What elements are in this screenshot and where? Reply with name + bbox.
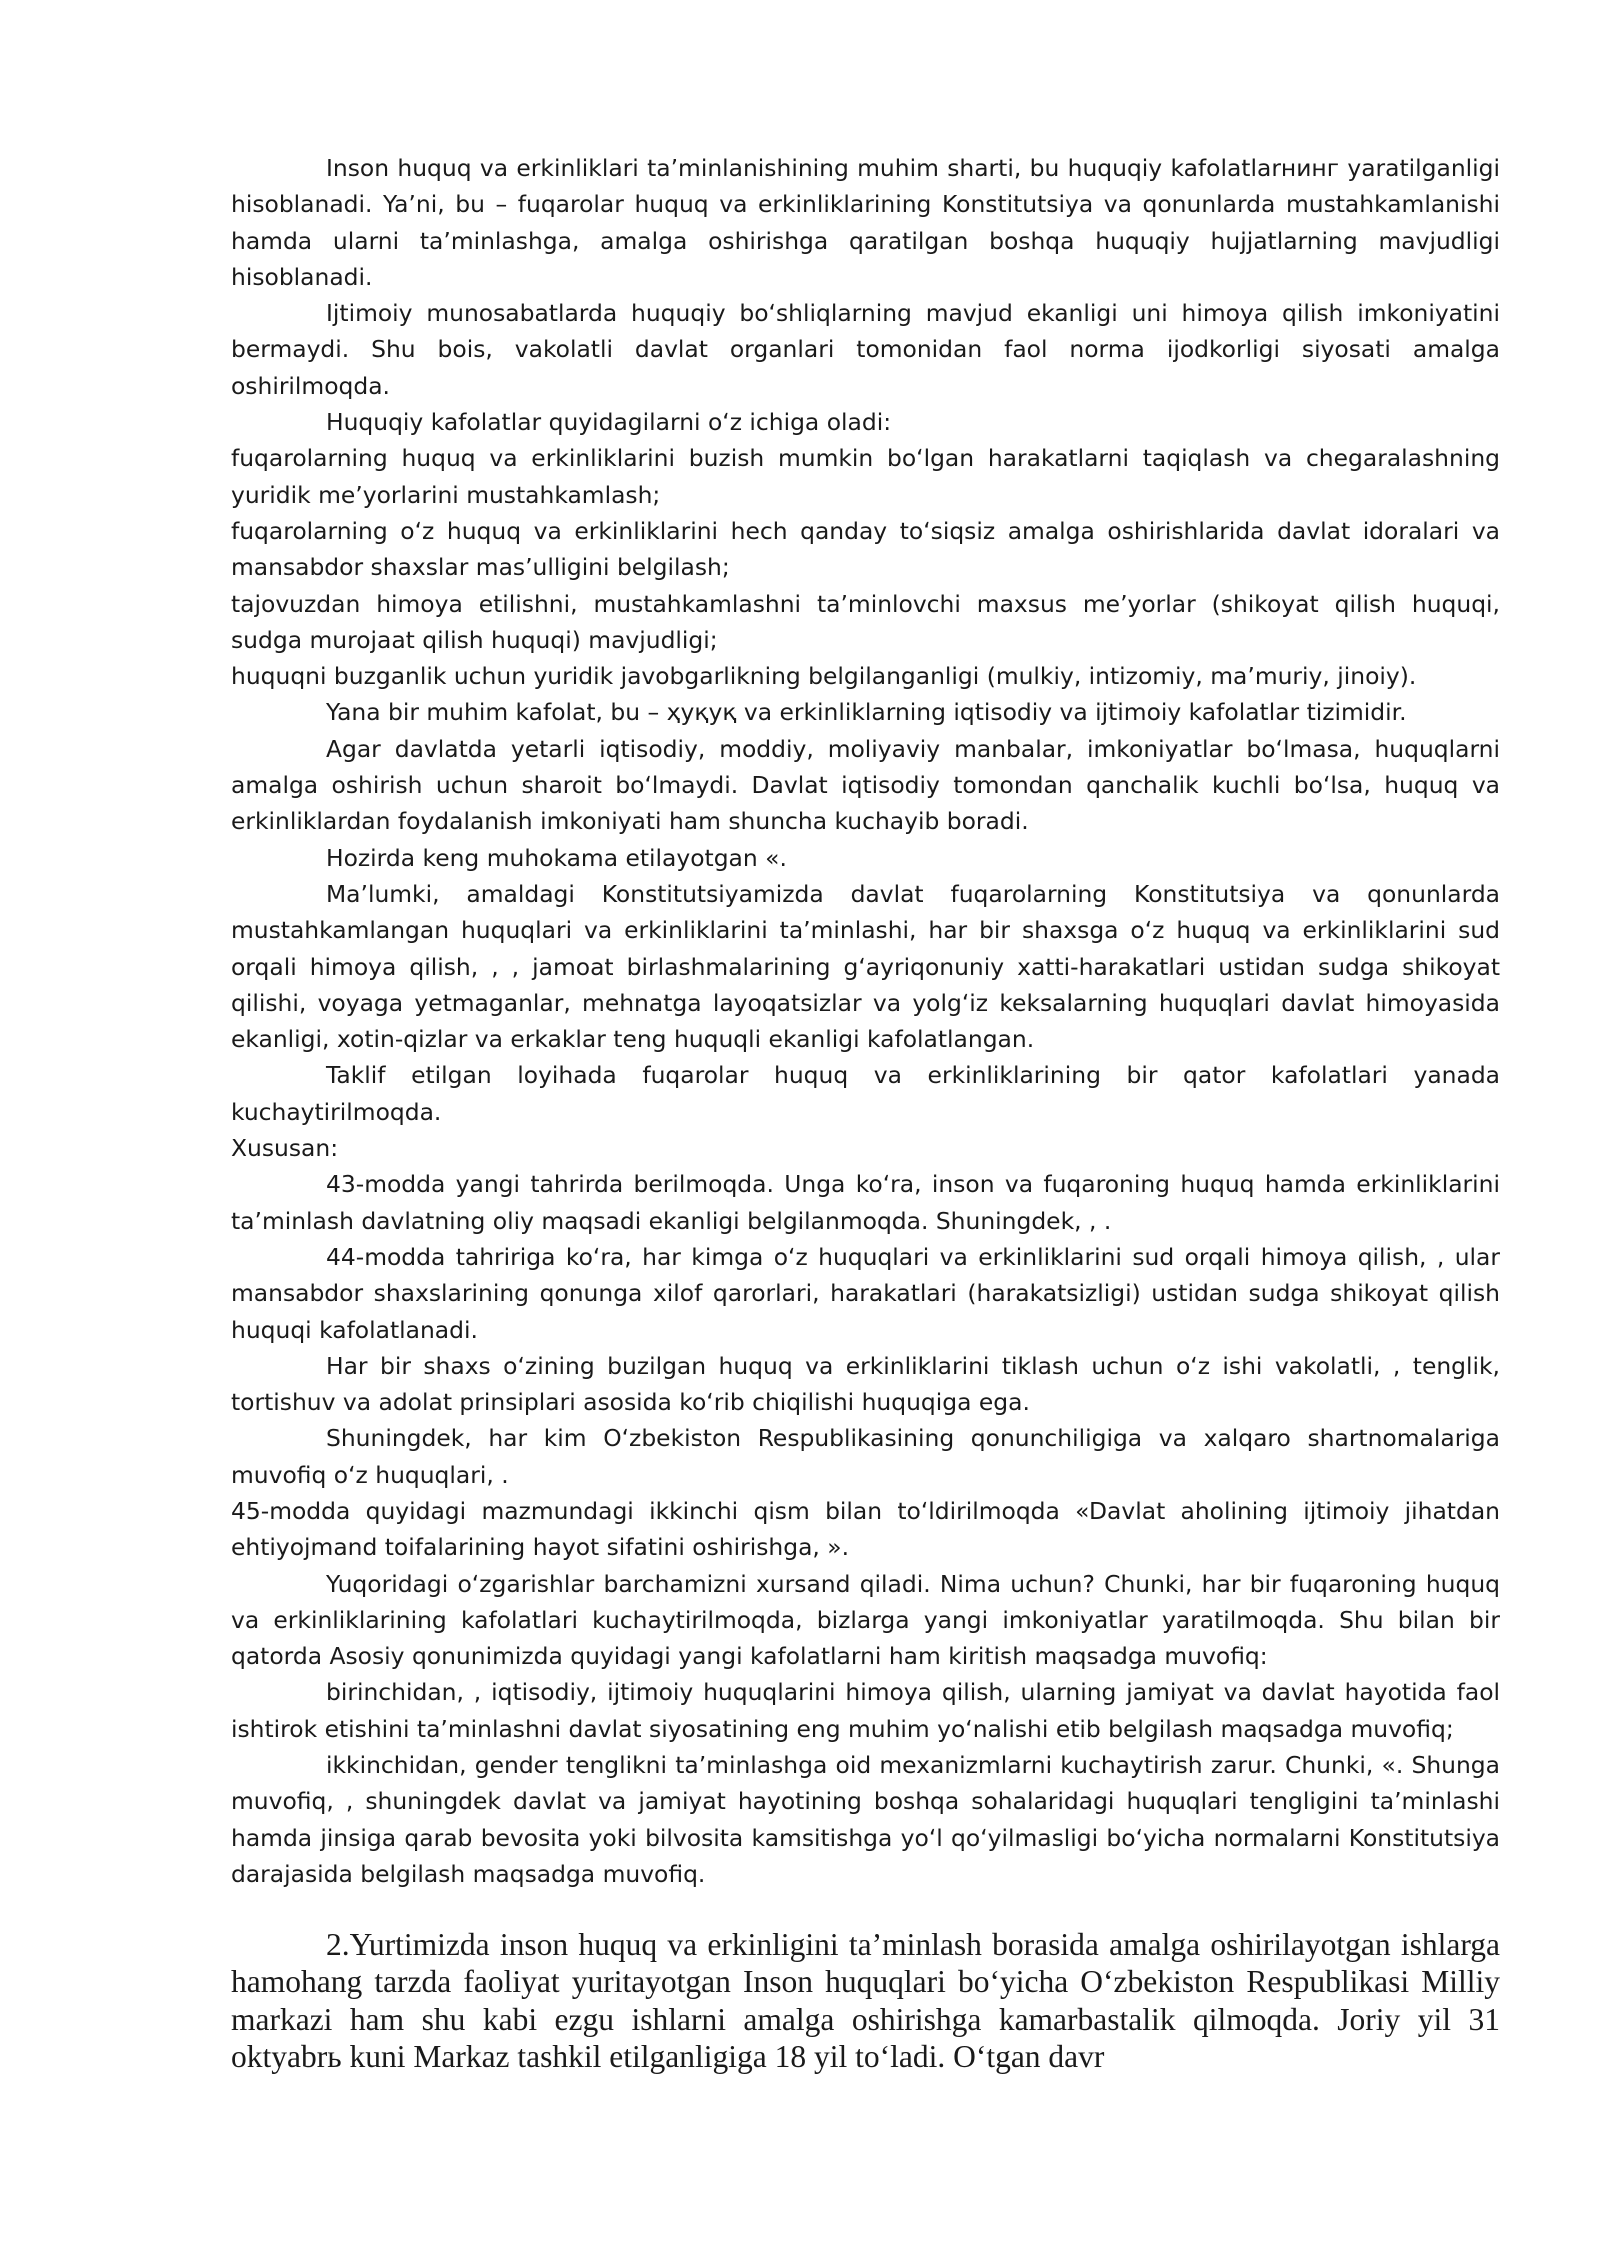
paragraph-11: 44-modda tahririga koʻra, har kimga oʻz huquqlari va erkinliklarini sud orqali himoya qilish, , ular mansabdor shaxslarining qonunga xilof qarorlari, harakatlari (harakatsizligi) ustidan sudga shikoyat qilish huquqi kafolatlanadi.: [231, 1242, 1500, 1344]
list-item-1: fuqarolarning huquq va erkinliklarini buzish mumkin boʻlgan harakatlarni taqiqlash va chegaralashning yuridik me’yorlarini mustahkamlash;: [231, 444, 1500, 509]
paragraph-8: Taklif etilgan loyihada fuqarolar huquq va erkinliklarining bir qator kafolatlari yanada kuchaytirilmoqda.: [231, 1061, 1500, 1126]
paragraph-6: Hozirda keng muhokama etilayotgan «.: [326, 843, 787, 872]
paragraph-5: Agar davlatda yetarli iqtisodiy, moddiy, moliyaviy manbalar, imkoniyatlar boʻlmasa, huquqlarni amalga oshirish uchun sharoit boʻlmaydi. Davlat iqtisodiy tomondan qanchalik kuchli boʻlsa, huquq va erkinliklardan foydalanish imkoniyati ham shuncha kuchayib boradi.: [231, 734, 1500, 836]
paragraph-2: Ijtimoiy munosabatlarda huquqiy boʻshliqlarning mavjud ekanligi uni himoya qilish imkoniyatini bermaydi. Shu bois, vakolatli davlat organlari tomonidan faol norma ijodkorligi siyosati amalga oshirilmoqda.: [231, 299, 1500, 400]
paragraph-17: ikkinchidan, gender tenglikni ta’minlashga oid mexanizmlarni kuchaytirish zarur. Chunki, «. Shunga muvofiq, , shuningdek davlat va jamiyat hayotining boshqa sohalaridagi huquqlari tengligini ta’minlashi hamda jinsiga qarab bevosita yoki bilvosita kamsitishga yoʻl qoʻyilmasligi boʻyicha normalarni Konstitutsiya darajasida belgilash maqsadga muvofiq.: [231, 1751, 1500, 1888]
paragraph-4: Yana bir muhim kafolat, bu – ҳуқуқ va erkinliklarning iqtisodiy va ijtimoiy kafolatlar tizimidir.: [326, 698, 1407, 727]
paragraph-14: 45-modda quyidagi mazmundagi ikkinchi qism bilan toʻldirilmoqda «Davlat aholining ijtimoiy jihatdan ehtiyojmand toifalarining hayot sifatini oshirishga, ».: [231, 1496, 1500, 1562]
paragraph-13: Shuningdek, har kim Oʻzbekiston Respublikasining qonunchiligiga va xalqaro shartnomalariga muvofiq oʻz huquqlari, .: [231, 1424, 1500, 1489]
document-page: [231, 150, 1500, 2075]
paragraph-9: Xususan:: [231, 1134, 339, 1163]
list-item-4: huquqni buzganlik uchun yuridik javobgarlikning belgilanganligi (mulkiy, intizomiy, ma’muriy, jinoiy).: [231, 662, 1417, 691]
paragraph-1: Inson huquq va erkinliklari ta’minlanishining muhim sharti, bu huquqiy kafolatlarнинг yaratilganligi hisoblanadi. Ya’ni, bu – fuqarolar huquq va erkinliklarining Konstitutsiya va qonunlarda mustahkamlanishi hamda ularni ta’minlashga, amalga oshirishga qaratilgan boshqa huquqiy hujjatlarning mavjudligi hisoblanadi.: [231, 154, 1500, 291]
paragraph-12: Har bir shaxs oʻzining buzilgan huquq va erkinliklarini tiklash uchun oʻz ishi vakolatli, , tenglik, tortishuv va adolat prinsiplari asosida koʻrib chiqilishi huquqiga ega.: [231, 1351, 1500, 1417]
paragraph-15: Yuqoridagi oʻzgarishlar barchamizni xursand qiladi. Nima uchun? Chunki, har bir fuqaroning huquq va erkinliklarining kafolatlari kuchaytirilmoqda, bizlarga yangi imkoniyatlar yaratilmoqda. Shu bilan bir qatorda Asosiy qonunimizda quyidagi yangi kafolatlarni ham kiritish maqsadga muvofiq:: [231, 1569, 1500, 1671]
section-2-paragraph: 2.Yurtimizda inson huquq va erkinligini ta’minlash borasida amalga oshirilayotgan ishlarga hamohang tarzda faoliyat yuritayotgan Inson huquqlari boʻyicha Oʻzbekiston Respublikasi Milliy markazi ham shu kabi ezgu ishlarni amalga oshirishga kamarbastalik qilmoqda. Joriy yil 31 oktyabrь kuni Markaz tashkil etilganligiga 18 yil toʻladi. Oʻtgan davr: [231, 1927, 1500, 2074]
paragraph-7: Ma’lumki, amaldagi Konstitutsiyamizda davlat fuqarolarning Konstitutsiya va qonunlarda mustahkamlangan huquqlari va erkinliklarini ta’minlashi, har bir shaxsga oʻz huquq va erkinliklarini sud orqali himoya qilish, , , jamoat birlashmalarining gʻayriqonuniy xatti-harakatlari ustidan sudga shikoyat qilishi, voyaga yetmaganlar, mehnatga layoqatsizlar va yolgʻiz keksalarning huquqlari davlat himoyasida ekanligi, xotin-qizlar va erkaklar teng huquqli ekanligi kafolatlangan.: [231, 879, 1500, 1054]
list-item-2: fuqarolarning oʻz huquq va erkinliklarini hech qanday toʻsiqsiz amalga oshirishlarida davlat idoralari va mansabdor shaxslar mas’ulligini belgilash;: [231, 516, 1500, 582]
paragraph-10: 43-modda yangi tahrirda berilmoqda. Unga koʻra, inson va fuqaroning huquq hamda erkinliklarini ta’minlash davlatning oliy maqsadi ekanligi belgilanmoqda. Shuningdek, , .: [231, 1170, 1500, 1235]
paragraph-3: Huquqiy kafolatlar quyidagilarni oʻz ichiga oladi:: [326, 408, 892, 437]
list-item-3: tajovuzdan himoya etilishni, mustahkamlashni ta’minlovchi maxsus me’yorlar (shikoyat qilish huquqi, sudga murojaat qilish huquqi) mavjudligi;: [231, 589, 1500, 654]
paragraph-16: birinchidan, , iqtisodiy, ijtimoiy huquqlarini himoya qilish, ularning jamiyat va davlat hayotida faol ishtirok etishini ta’minlashni davlat siyosatining eng muhim yoʻnalishi etib belgilash maqsadga muvofiq;: [231, 1678, 1500, 1743]
